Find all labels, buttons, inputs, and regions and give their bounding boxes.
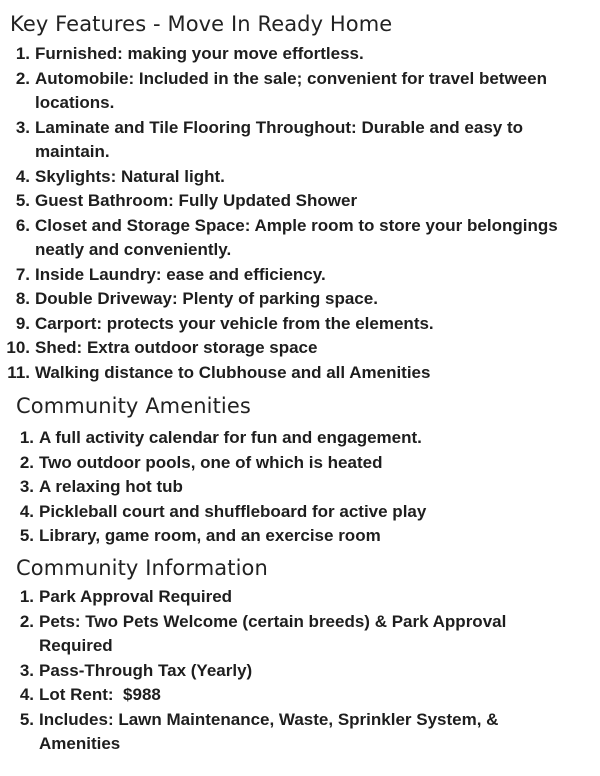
- list-item: [14, 451, 574, 476]
- item-text: Lot Rent: $988: [39, 685, 161, 704]
- item-number: 11.: [7, 362, 30, 382]
- list-item: [4, 361, 576, 386]
- item-text: Automobile: Included in the sale; convenient for travel between locations.: [35, 68, 552, 112]
- item-text: Pickleball court and shuffleboard for active play: [39, 501, 427, 521]
- item-number: 4.: [19, 685, 34, 704]
- item-text: Double Driveway: Plenty of parking space.: [35, 289, 378, 308]
- list-item: [4, 116, 576, 165]
- community-information-title: Community Information: [16, 556, 268, 580]
- item-number: 1.: [19, 587, 34, 606]
- item-number: 3.: [15, 117, 30, 137]
- item-number: 1.: [19, 428, 34, 447]
- item-number: 2.: [19, 611, 34, 631]
- item-number: 9.: [15, 313, 30, 333]
- item-number: 4.: [19, 501, 34, 521]
- item-text: Inside Laundry: ease and efficiency.: [35, 264, 326, 284]
- item-number: 10.: [6, 338, 30, 357]
- item-number: 5.: [19, 526, 34, 545]
- list-item: [4, 336, 576, 361]
- item-number: 6.: [15, 215, 30, 235]
- community-information-list: [14, 585, 574, 757]
- list-item: [4, 42, 576, 67]
- item-number: 7.: [15, 264, 30, 284]
- list-item: [14, 610, 574, 659]
- item-text: Furnished: making your move effortless.: [35, 44, 364, 63]
- item-number: 5.: [15, 191, 30, 210]
- list-item: [14, 500, 574, 525]
- item-number: 4.: [15, 166, 30, 186]
- key-features-title: Key Features - Move In Ready Home: [10, 12, 393, 36]
- list-item: [4, 165, 576, 190]
- list-item: [14, 708, 574, 757]
- item-text: Park Approval Required: [39, 587, 233, 606]
- list-item: [14, 475, 574, 500]
- list-item: [4, 67, 576, 116]
- list-item: [4, 263, 576, 288]
- item-number: 5.: [19, 709, 34, 729]
- item-text: Includes: Lawn Maintenance, Waste, Sprinkler System, & Amenities: [39, 709, 503, 753]
- list-item: [4, 312, 576, 337]
- list-item: [14, 524, 574, 549]
- item-text: Carport: protects your vehicle from the elements.: [35, 313, 434, 333]
- item-text: A relaxing hot tub: [39, 477, 183, 496]
- item-text: Shed: Extra outdoor storage space: [35, 338, 318, 357]
- item-number: 2.: [19, 452, 34, 472]
- item-number: 3.: [19, 477, 34, 496]
- item-number: 3.: [19, 660, 34, 680]
- item-text: Guest Bathroom: Fully Updated Shower: [35, 191, 358, 210]
- item-number: 8.: [15, 289, 30, 308]
- item-text: Laminate and Tile Flooring Throughout: Durable and easy to maintain.: [35, 117, 528, 161]
- item-text: Two outdoor pools, one of which is heated: [39, 452, 383, 472]
- item-text: A full activity calendar for fun and engagement.: [39, 428, 422, 447]
- list-item: [14, 426, 574, 451]
- community-amenities-title: Community Amenities: [16, 394, 251, 418]
- item-text: Skylights: Natural light.: [35, 166, 225, 186]
- item-number: 2.: [15, 68, 30, 88]
- community-amenities-list: [14, 426, 574, 549]
- list-item: [4, 287, 576, 312]
- list-item: [14, 659, 574, 684]
- item-number: 1.: [15, 44, 30, 63]
- item-text: Pets: Two Pets Welcome (certain breeds) & Park Approval Required: [39, 611, 512, 655]
- list-item: [4, 214, 576, 263]
- list-item: [14, 683, 574, 708]
- item-text: Library, game room, and an exercise room: [39, 526, 381, 545]
- item-text: Walking distance to Clubhouse and all Amenities: [35, 362, 431, 382]
- key-features-list: [4, 42, 576, 385]
- item-text: Closet and Storage Space: Ample room to store your belongings neatly and conveniently.: [35, 215, 563, 259]
- list-item: [14, 585, 574, 610]
- item-text: Pass-Through Tax (Yearly): [39, 660, 253, 680]
- list-item: [4, 189, 576, 214]
